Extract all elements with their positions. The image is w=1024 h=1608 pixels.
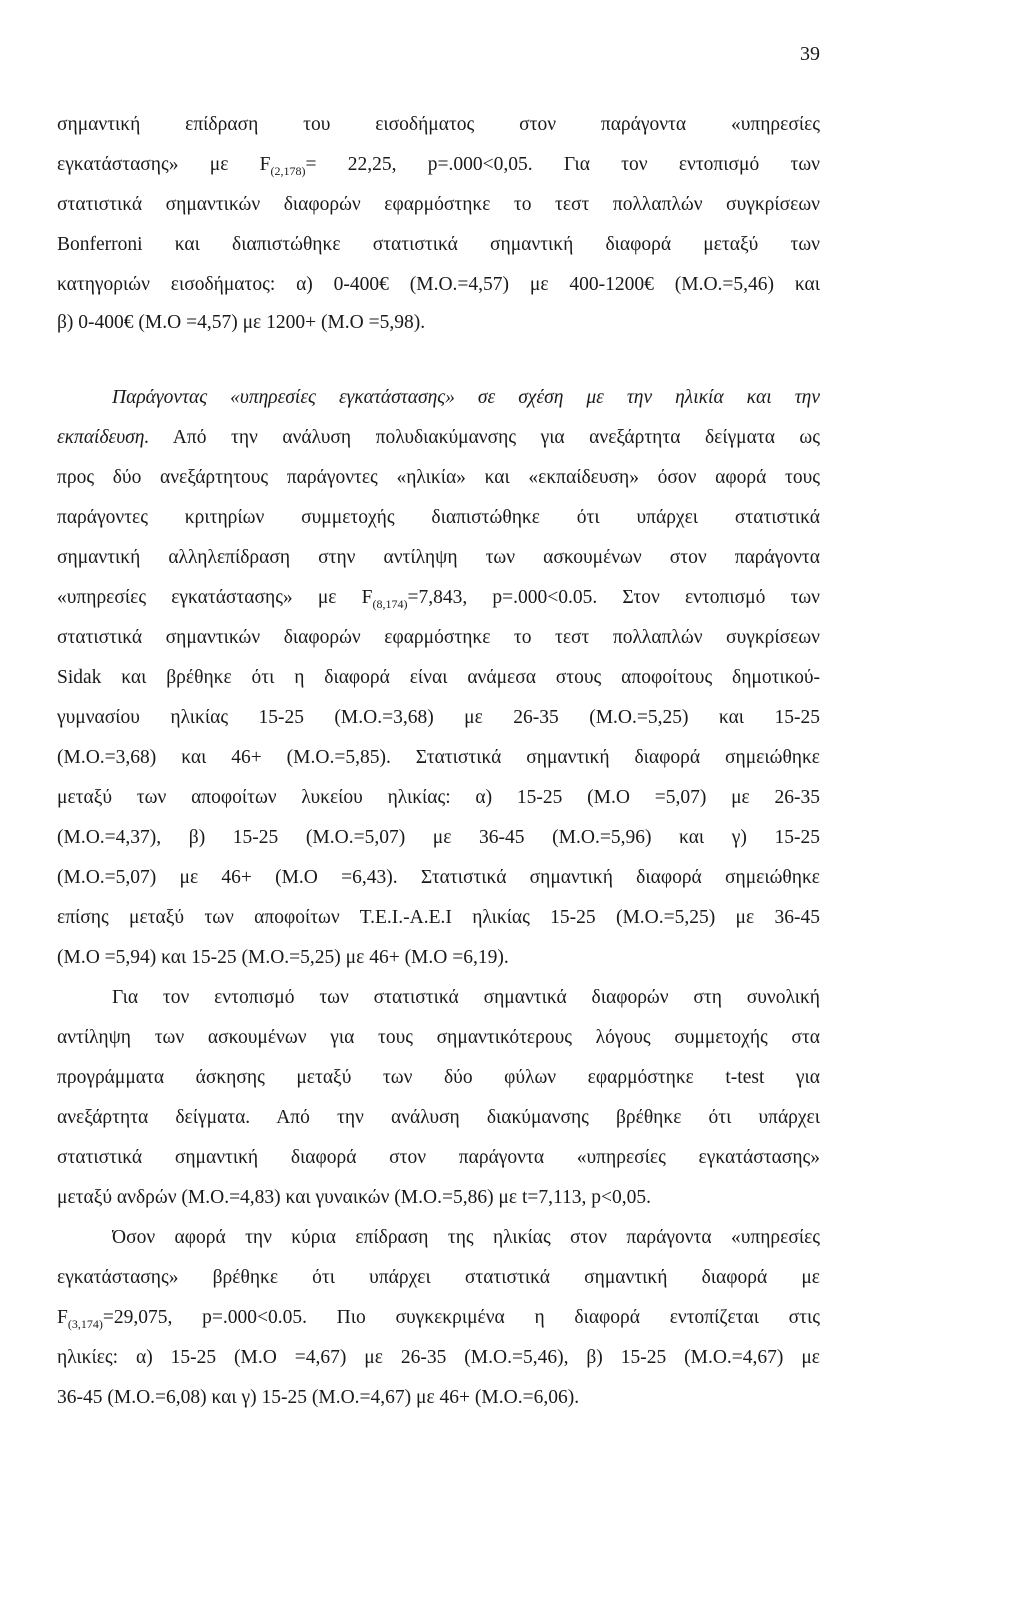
text-line: παράγοντες κριτηρίων συμμετοχής διαπιστώθηκε ότι υπάρχει στατιστικά xyxy=(57,507,820,528)
text-line: σημαντική επίδραση του εισοδήματος στον παράγοντα «υπηρεσίες xyxy=(57,114,820,135)
text-run: =7,843, p=.000<0.05. Στον εντοπισμό των xyxy=(407,587,820,608)
text-run: =29,075, p=.000<0.05. Πιο συγκεκριμένα η διαφορά εντοπίζεται στις xyxy=(102,1307,820,1328)
page-number: 39 xyxy=(800,43,820,65)
text-line: στατιστικά σημαντική διαφορά στον παράγοντα «υπηρεσίες εγκατάστασης» xyxy=(57,1147,820,1168)
subscript-degrees-of-freedom: (3,174) xyxy=(67,1316,103,1331)
text-run: = 22,25, p=.000<0,05. Για τον εντοπισμό των xyxy=(305,154,820,175)
subscript-degrees-of-freedom: (2,178) xyxy=(270,163,306,178)
text-line: προς δύο ανεξάρτητους παράγοντες «ηλικία» και «εκπαίδευση» όσον αφορά τους xyxy=(57,467,820,488)
text-line: Sidak και βρέθηκε ότι η διαφορά είναι ανάμεσα στους αποφοίτους δημοτικού- xyxy=(57,667,820,688)
text-line: (Μ.Ο.=4,37), β) 15-25 (Μ.Ο.=5,07) με 36-45 (Μ.Ο.=5,96) και γ) 15-25 xyxy=(57,827,820,848)
subscript-degrees-of-freedom: (8,174) xyxy=(372,596,408,611)
text-line: Όσον αφορά την κύρια επίδραση της ηλικίας στον παράγοντα «υπηρεσίες xyxy=(112,1227,820,1248)
text-run: F xyxy=(57,1307,68,1328)
text-line: κατηγοριών εισοδήματος: α) 0-400€ (Μ.Ο.=4,57) με 400-1200€ (Μ.Ο.=5,46) και xyxy=(57,274,820,295)
text-line: σημαντική αλληλεπίδραση στην αντίληψη των ασκουμένων στον παράγοντα xyxy=(57,547,820,568)
text-line: ηλικίες: α) 15-25 (Μ.Ο =4,67) με 26-35 (Μ.Ο.=5,46), β) 15-25 (Μ.Ο.=4,67) με xyxy=(57,1347,820,1368)
text-run: εγκατάστασης» με F xyxy=(57,154,271,175)
text-line xyxy=(57,583,820,613)
text-line: μεταξύ των αποφοίτων λυκείου ηλικίας: α) 15-25 (Μ.Ο =5,07) με 26-35 xyxy=(57,787,820,808)
text-line: ανεξάρτητα δείγματα. Από την ανάλυση διακύμανσης βρέθηκε ότι υπάρχει xyxy=(57,1107,820,1128)
text-line: Bonferroni και διαπιστώθηκε στατιστικά σημαντική διαφορά μεταξύ των xyxy=(57,234,820,255)
text-run: «υπηρεσίες εγκατάστασης» με F xyxy=(57,587,373,608)
text-line: μεταξύ ανδρών (Μ.Ο.=4,83) και γυναικών (Μ.Ο.=5,86) με t=7,113, p<0,05. xyxy=(57,1187,652,1208)
text-line: προγράμματα άσκησης μεταξύ των δύο φύλων εφαρμόστηκε t-test για xyxy=(57,1067,820,1088)
text-line: Για τον εντοπισμό των στατιστικά σημαντικά διαφορών στη συνολική xyxy=(112,987,820,1008)
text-line: Παράγοντας «υπηρεσίες εγκατάστασης» σε σχέση με την ηλικία και την xyxy=(112,387,820,408)
text-line: εγκατάστασης» βρέθηκε ότι υπάρχει στατιστικά σημαντική διαφορά με xyxy=(57,1267,820,1288)
text-run: Από την ανάλυση πολυδιακύμανσης για ανεξάρτητα δείγματα ως xyxy=(149,427,820,448)
text-line: (Μ.Ο.=5,07) με 46+ (Μ.Ο =6,43). Στατιστικά σημαντική διαφορά σημειώθηκε xyxy=(57,867,820,888)
text-line xyxy=(57,423,820,453)
text-line xyxy=(57,1303,820,1333)
text-line: επίσης μεταξύ των αποφοίτων Τ.Ε.Ι.-Α.Ε.Ι ηλικίας 15-25 (Μ.Ο.=5,25) με 36-45 xyxy=(57,907,820,928)
text-line: αντίληψη των ασκουμένων για τους σημαντικότερους λόγους συμμετοχής στα xyxy=(57,1027,820,1048)
text-line: (Μ.Ο =5,94) και 15-25 (Μ.Ο.=5,25) με 46+ (Μ.Ο =6,19). xyxy=(57,947,509,968)
text-line: β) 0-400€ (Μ.Ο =4,57) με 1200+ (Μ.Ο =5,98). xyxy=(57,312,426,333)
text-run: εκπαίδευση. xyxy=(57,427,150,448)
text-line: στατιστικά σημαντικών διαφορών εφαρμόστηκε το τεστ πολλαπλών συγκρίσεων xyxy=(57,627,820,648)
text-line: 36-45 (Μ.Ο.=6,08) και γ) 15-25 (Μ.Ο.=4,67) με 46+ (Μ.Ο.=6,06). xyxy=(57,1387,580,1408)
text-line: γυμνασίου ηλικίας 15-25 (Μ.Ο.=3,68) με 26-35 (Μ.Ο.=5,25) και 15-25 xyxy=(57,707,820,728)
text-line: στατιστικά σημαντικών διαφορών εφαρμόστηκε το τεστ πολλαπλών συγκρίσεων xyxy=(57,194,820,215)
text-line: (Μ.Ο.=3,68) και 46+ (Μ.Ο.=5,85). Στατιστικά σημαντική διαφορά σημειώθηκε xyxy=(57,747,820,768)
text-line xyxy=(57,150,820,180)
